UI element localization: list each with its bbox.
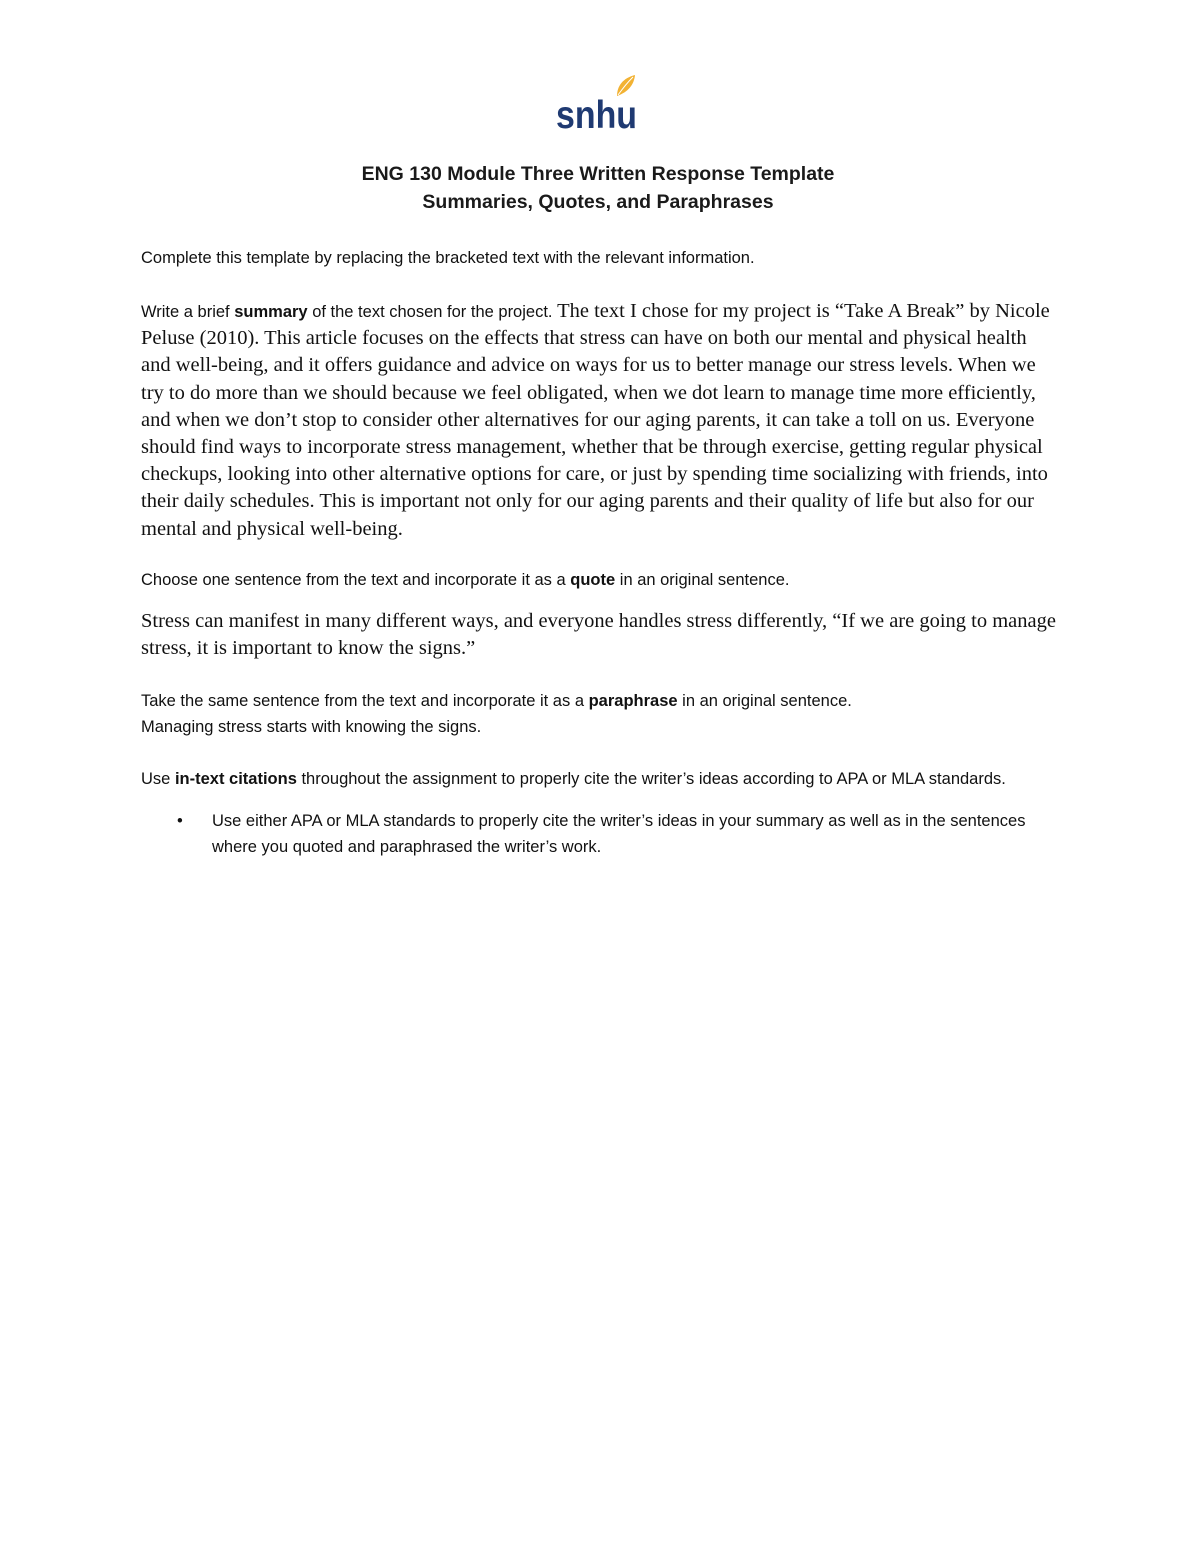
summary-keyword: summary bbox=[234, 303, 308, 321]
bullet-icon: • bbox=[177, 812, 183, 831]
paraphrase-response: Managing stress starts with knowing the signs. bbox=[141, 718, 482, 737]
quote-prompt-end: in an original sentence. bbox=[615, 570, 790, 589]
summary-response: The text I chose for my project is “Take A Break” by Nicole Peluse (2010). This article focuses on the effects that stress can have on both our mental and physical health and well-being, and it offers guidance and advice on ways for us to better manage our stress levels. When we try to do more than we should because we feel obligated, when we dot learn to manage time more efficiently, and when we don’t stop to consider other alternatives for our aging parents, it can take a toll on us. Everyone should find ways to incorporate stress management, whether that be through exercise, getting regular physical checkups, looking into other alternative options for care, or just by spending time socializing with friends, into their daily schedules. This is important not only for our aging parents and their quality of life but also for our mental and physical well-being. bbox=[141, 300, 1050, 540]
snhu-logo bbox=[555, 72, 639, 137]
logo-wordmark: snhu bbox=[556, 94, 637, 137]
summary-prompt-start: Write a brief bbox=[141, 303, 235, 321]
citations-prompt bbox=[141, 766, 1056, 792]
paraphrase-prompt-end: in an original sentence. bbox=[677, 692, 852, 711]
list-item bbox=[141, 808, 1056, 860]
citations-bullet-list bbox=[141, 808, 1056, 860]
quote-response: Stress can manifest in many different ways, and everyone handles stress differently, “If we are going to manage stress, it is important to know the signs.” bbox=[141, 609, 1056, 660]
summary-prompt bbox=[141, 303, 557, 321]
citations-prompt-start: Use bbox=[141, 770, 175, 789]
title-line-2: Summaries, Quotes, and Paraphrases bbox=[422, 191, 774, 213]
paraphrase-prompt-start: Take the same sentence from the text and incorporate it as a bbox=[141, 692, 589, 711]
title-line-1: ENG 130 Module Three Written Response Template bbox=[361, 163, 835, 185]
paraphrase-section bbox=[141, 688, 1056, 740]
quote-prompt-start: Choose one sentence from the text and incorporate it as a bbox=[141, 570, 571, 589]
bullet-text: Use either APA or MLA standards to properly cite the writer’s ideas in your summary as well as in the sentences where you quoted and paraphrased the writer’s work. bbox=[212, 812, 1026, 857]
summary-section bbox=[141, 298, 1056, 543]
citations-prompt-end: throughout the assignment to properly cite the writer’s ideas according to APA or MLA standards. bbox=[296, 770, 1006, 789]
document-body bbox=[141, 245, 1056, 860]
paraphrase-keyword: paraphrase bbox=[588, 692, 678, 711]
quote-prompt bbox=[141, 567, 1056, 593]
document-title bbox=[140, 160, 1056, 216]
summary-prompt-end: of the text chosen for the project. bbox=[307, 303, 558, 321]
citations-keyword: in-text citations bbox=[174, 770, 297, 789]
instructions-text: Complete this template by replacing the bracketed text with the relevant information. bbox=[141, 249, 755, 267]
quote-keyword: quote bbox=[570, 570, 616, 589]
